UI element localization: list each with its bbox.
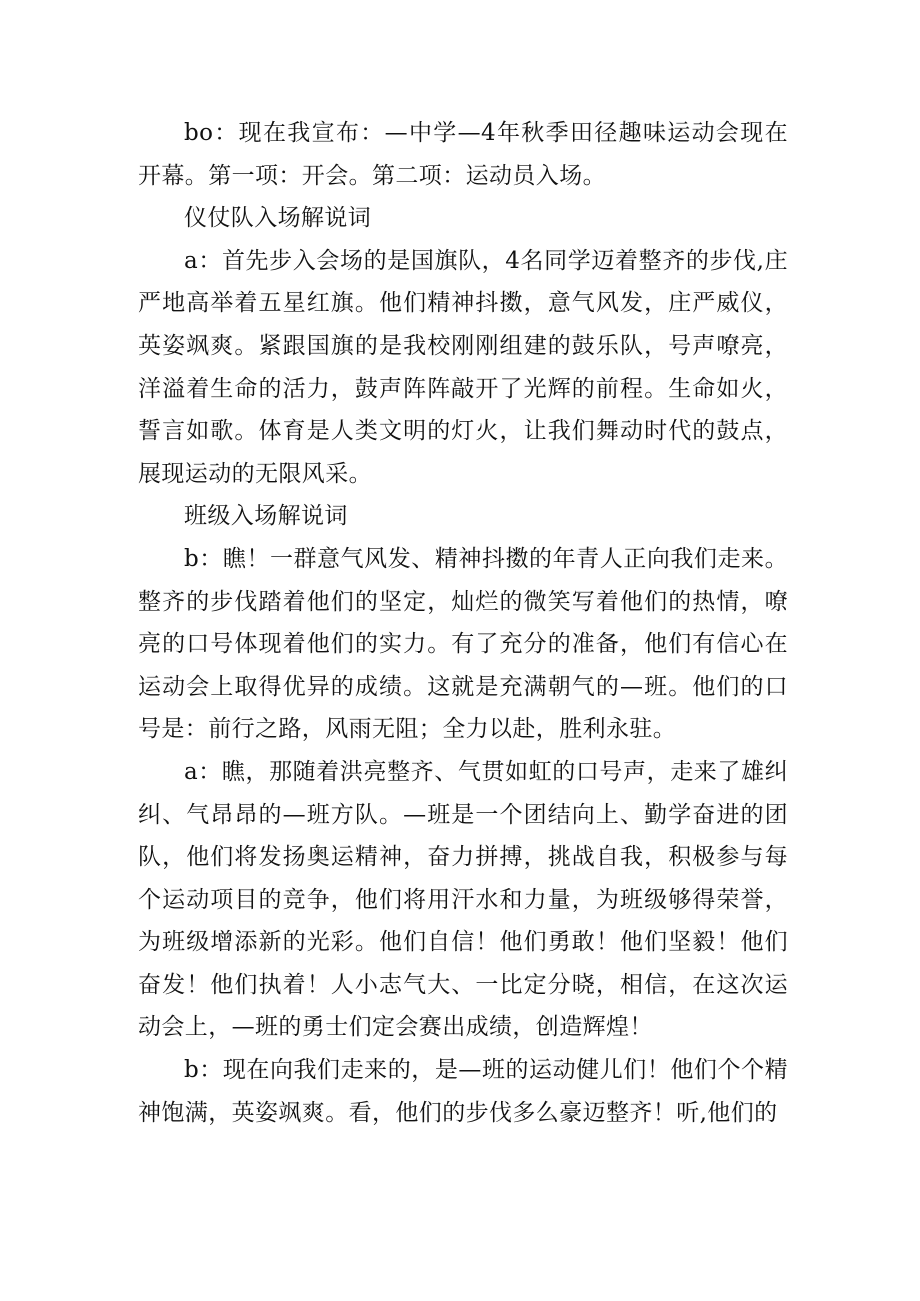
honor-guard-commentary-heading: 仪仗队入场解说词 bbox=[184, 205, 372, 232]
document-body bbox=[138, 112, 788, 1134]
class-entry-paragraph-2: a：瞧，那随着洪亮整齐、气贯如虹的口号声，走来了雄纠纠、气昂昂的—班方队。—班是一个团结向上、勤学奋进的团队，他们将发扬奥运精神，奋力拼搏，挑战自我，积极参与每个运动项目的竞争，他们将用汗水和力量，为班级够得荣誉，为班级增添新的光彩。他们自信！他们勇敢！他们坚毅！他们奋发！他们执着！人小志气大、一比定分晓，相信，在这次运动会上，—班的勇士们定会赛出成绩，创造辉煌！ bbox=[138, 758, 788, 1041]
class-entry-paragraph-3: b：现在向我们走来的，是—班的运动健儿们！他们个个精神饱满，英姿飒爽。看，他们的步伐多么豪迈整齐！听,他们的 bbox=[138, 1057, 788, 1126]
class-entry-commentary-heading: 班级入场解说词 bbox=[184, 503, 348, 530]
honor-guard-commentary-paragraph: a：首先步入会场的是国旗队，4名同学迈着整齐的步伐,庄严地高举着五星红旗。他们精神抖擞，意气风发，庄严威仪，英姿飒爽。紧跟国旗的是我校刚刚组建的鼓乐队，号声嘹亮，洋溢着生命的活力，鼓声阵阵敲开了光辉的前程。生命如火，誓言如歌。体育是人类文明的灯火，让我们舞动时代的鼓点，展现运动的无限风采。 bbox=[138, 247, 788, 487]
opening-announcement-paragraph: bo：现在我宣布：—中学—4年秋季田径趣味运动会现在开幕。第一项：开会。第二项：运动员入场。 bbox=[138, 120, 788, 189]
class-entry-paragraph-1: b：瞧！一群意气风发、精神抖擞的年青人正向我们走来。整齐的步伐踏着他们的坚定，灿烂的微笑写着他们的热情，嘹亮的口号体现着他们的实力。有了充分的准备，他们有信心在运动会上取得优异的成绩。这就是充满朝气的—班。他们的口号是：前行之路，风雨无阻；全力以赴，胜利永驻。 bbox=[138, 545, 788, 743]
